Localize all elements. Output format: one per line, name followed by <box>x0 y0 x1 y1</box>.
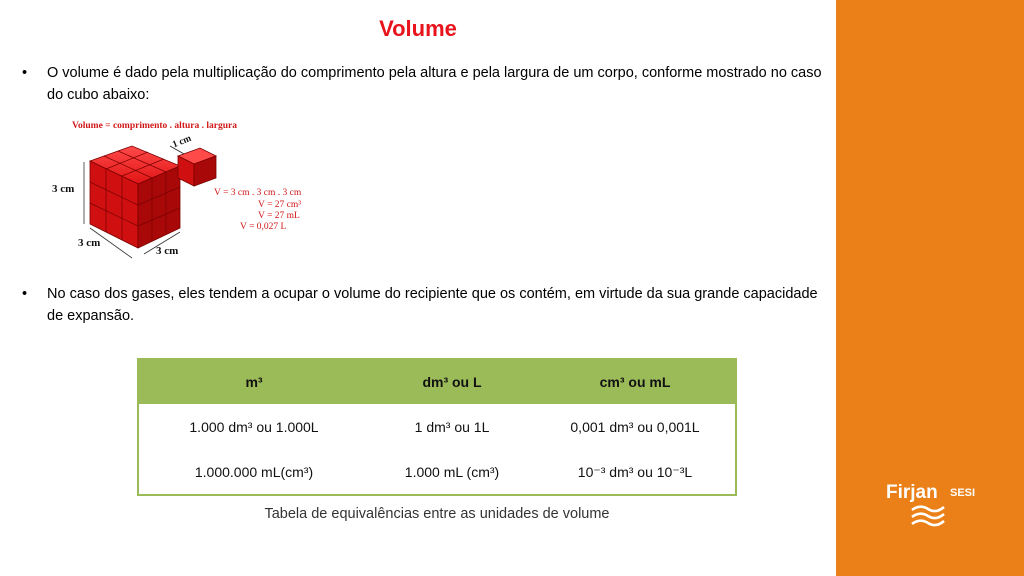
table-caption: Tabela de equivalências entre as unidades de volume <box>264 506 610 522</box>
height-label: 3 cm <box>52 183 75 195</box>
firjan-sesi-logo <box>886 482 986 532</box>
bullet-text: No caso dos gases, eles tendem a ocupar o volume do recipiente que os contém, em virtude da sua grande capacidade de expansão. <box>47 286 818 324</box>
bullet-icon: • <box>22 286 28 302</box>
unit-cube-label: 1 cm <box>171 133 193 151</box>
table-cell: 1 dm³ ou 1L <box>369 404 535 450</box>
volume-units-table <box>137 358 737 496</box>
volume-formula: Volume = comprimento . altura . largura <box>72 121 237 131</box>
bullet-item-volume <box>22 62 832 106</box>
logo-sub-text: SESI <box>950 487 976 499</box>
table-cell: 1.000 dm³ ou 1.000L <box>139 404 369 450</box>
table-header-cell: m³ <box>139 360 369 404</box>
bullet-item-gases <box>22 283 832 327</box>
table-header-cell: cm³ ou mL <box>535 360 735 404</box>
calc-line: V = 0,027 L <box>240 222 287 232</box>
waves-icon <box>910 504 946 530</box>
width-label: 3 cm <box>156 245 179 257</box>
table-cell: 1.000 mL (cm³) <box>369 450 535 494</box>
calc-line: V = 27 cm³ <box>258 200 302 210</box>
logo-main-text: Firjan <box>886 482 938 503</box>
cube-3x3x3 <box>90 146 180 248</box>
bullet-icon: • <box>22 65 28 81</box>
depth-label: 3 cm <box>78 237 101 249</box>
cube-volume-figure <box>52 116 342 266</box>
calc-line: V = 27 mL <box>258 211 300 221</box>
bullet-text: O volume é dado pela multiplicação do comprimento pela altura e pela largura de um corpo, conforme mostrado no caso do cubo abaixo: <box>47 65 822 103</box>
table-cell: 1.000.000 mL(cm³) <box>139 450 369 494</box>
table-header-cell: dm³ ou L <box>369 360 535 404</box>
slide-title: Volume <box>379 16 457 41</box>
table-cell: 10⁻³ dm³ ou 10⁻³L <box>535 450 735 494</box>
calc-line: V = 3 cm . 3 cm . 3 cm <box>214 188 302 198</box>
table-cell: 0,001 dm³ ou 0,001L <box>535 404 735 450</box>
